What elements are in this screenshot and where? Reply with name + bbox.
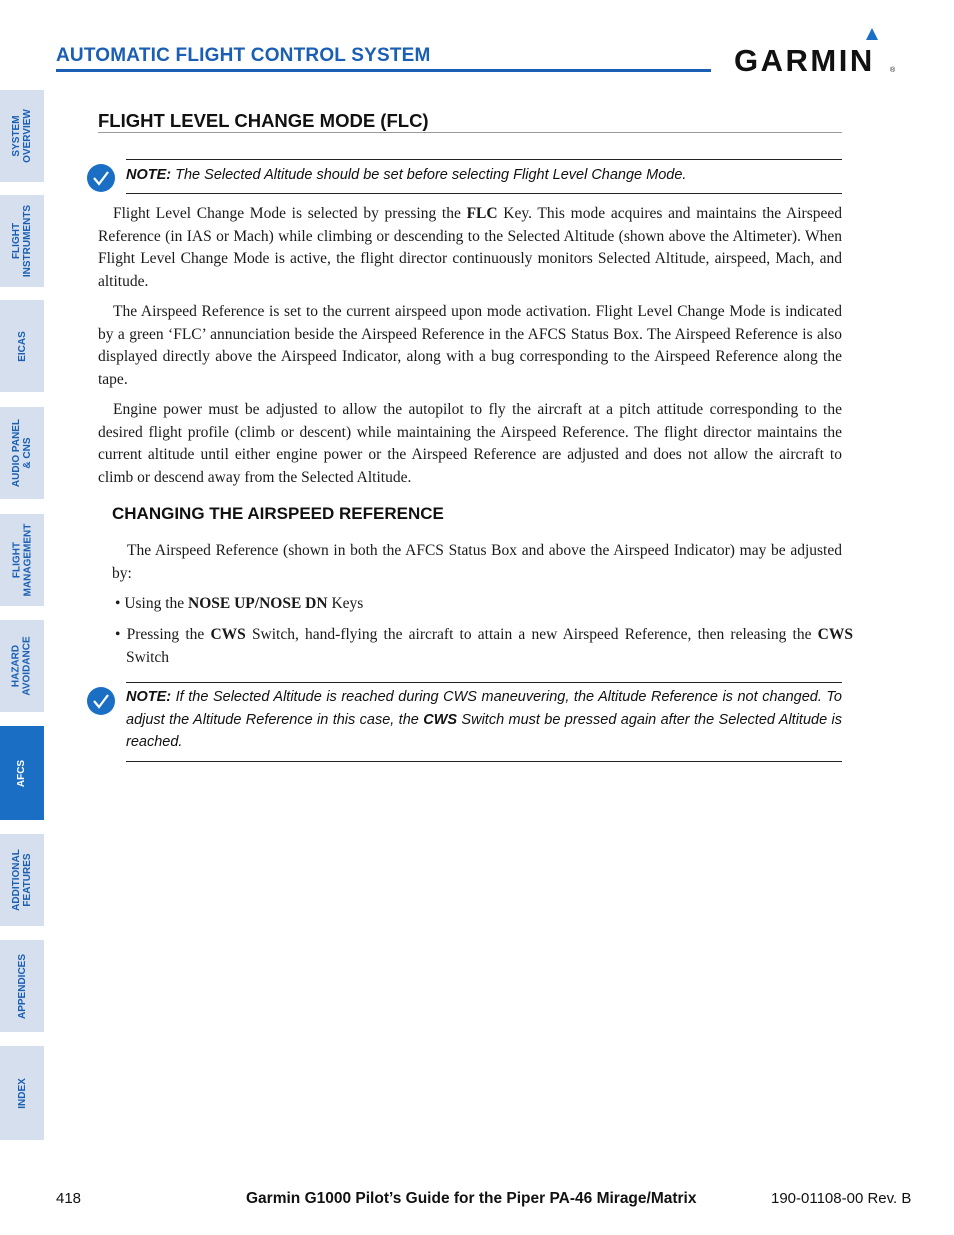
note-checkmark-icon bbox=[86, 686, 116, 716]
tab-hazard-avoidance[interactable]: HAZARD AVOIDANCE bbox=[0, 620, 44, 712]
paragraph-engine-power: Engine power must be adjusted to allow the autopilot to fly the aircraft at a pitch attitude corresponding to the desired flight profile (climb or descent) while maintaining the Airspeed Reference. The flight director maintains the current altitude until either engine power or the Airspeed Reference are adjusted and does not allow the aircraft to climb or descend away from the Selected Altitude. bbox=[98, 401, 842, 486]
tab-index[interactable]: INDEX bbox=[0, 1046, 44, 1140]
section-title: AUTOMATIC FLIGHT CONTROL SYSTEM bbox=[56, 45, 431, 66]
svg-text:®: ® bbox=[890, 67, 896, 74]
tab-system-overview[interactable]: SYSTEM OVERVIEW bbox=[0, 90, 44, 182]
tab-audio-panel-cns[interactable]: AUDIO PANEL & CNS bbox=[0, 407, 44, 499]
paragraph-adjusted-by: The Airspeed Reference (shown in both the AFCS Status Box and above the Airspeed Indicator) may be adjusted by: bbox=[112, 542, 842, 582]
tab-afcs[interactable]: AFCS bbox=[0, 726, 44, 820]
note-checkmark-icon bbox=[86, 163, 116, 193]
header-rule bbox=[56, 69, 711, 72]
section-heading: FLIGHT LEVEL CHANGE MODE (FLC) bbox=[98, 110, 429, 131]
tab-appendices[interactable]: APPENDICES bbox=[0, 940, 44, 1032]
paragraph-airspeed-reference: The Airspeed Reference is set to the current airspeed upon mode activation. Flight Level Change Mode is indicated by a green ‘FLC’ annunciation beside the Airspeed Reference in the AFCS Status Box. The Airspeed Reference is also displayed directly above the Airspeed Indicator, along with a bug corresponding to the Airspeed Reference along the tape. bbox=[98, 303, 842, 388]
document-number: 190-01108-00 Rev. B bbox=[771, 1190, 912, 1207]
garmin-logo bbox=[733, 24, 899, 76]
heading-rule bbox=[98, 132, 842, 133]
note-bottom-rule bbox=[126, 193, 842, 194]
tab-additional-features[interactable]: ADDITIONAL FEATURES bbox=[0, 834, 44, 926]
tab-eicas[interactable]: EICAS bbox=[0, 300, 44, 392]
tab-flight-management[interactable]: FLIGHT MANAGEMENT bbox=[0, 514, 44, 606]
subsection-heading: CHANGING THE AIRSPEED REFERENCE bbox=[112, 504, 444, 523]
bullet-cws-switch: • Pressing the CWS Switch, hand-flying the aircraft to attain a new Airspeed Reference, then releasing the CWS Switch bbox=[115, 626, 853, 666]
note-top-rule bbox=[126, 159, 842, 160]
note-top-rule bbox=[126, 682, 842, 683]
paragraph-flc-selection: Flight Level Change Mode is selected by pressing the FLC Key. This mode acquires and maintains the Airspeed Reference (in IAS or Mach) while climbing or descending to the Selected Altitude (shown above the Altimeter). When Flight Level Change Mode is active, the flight director continuously monitors Selected Altitude, airspeed, Mach, and altitude. bbox=[98, 205, 842, 290]
footer-title: Garmin G1000 Pilot’s Guide for the Piper PA-46 Mirage/Matrix bbox=[246, 1190, 697, 1207]
tab-flight-instruments[interactable]: FLIGHT INSTRUMENTS bbox=[0, 195, 44, 287]
page-number: 418 bbox=[56, 1190, 82, 1207]
note-bottom-rule bbox=[126, 761, 842, 762]
bullet-nose-up-dn: • Using the NOSE UP/NOSE DN Keys bbox=[115, 595, 364, 612]
note-flc-selected-altitude: NOTE: The Selected Altitude should be set before selecting Flight Level Change Mode. bbox=[126, 167, 687, 183]
note-cws-altitude-reference: NOTE: If the Selected Altitude is reached during CWS maneuvering, the Altitude Reference is not changed. To adjust the Altitude Reference in this case, the CWS Switch must be pressed again after the Selected Altitude is reached. bbox=[126, 689, 842, 750]
svg-text:GARMIN: GARMIN bbox=[734, 43, 875, 76]
